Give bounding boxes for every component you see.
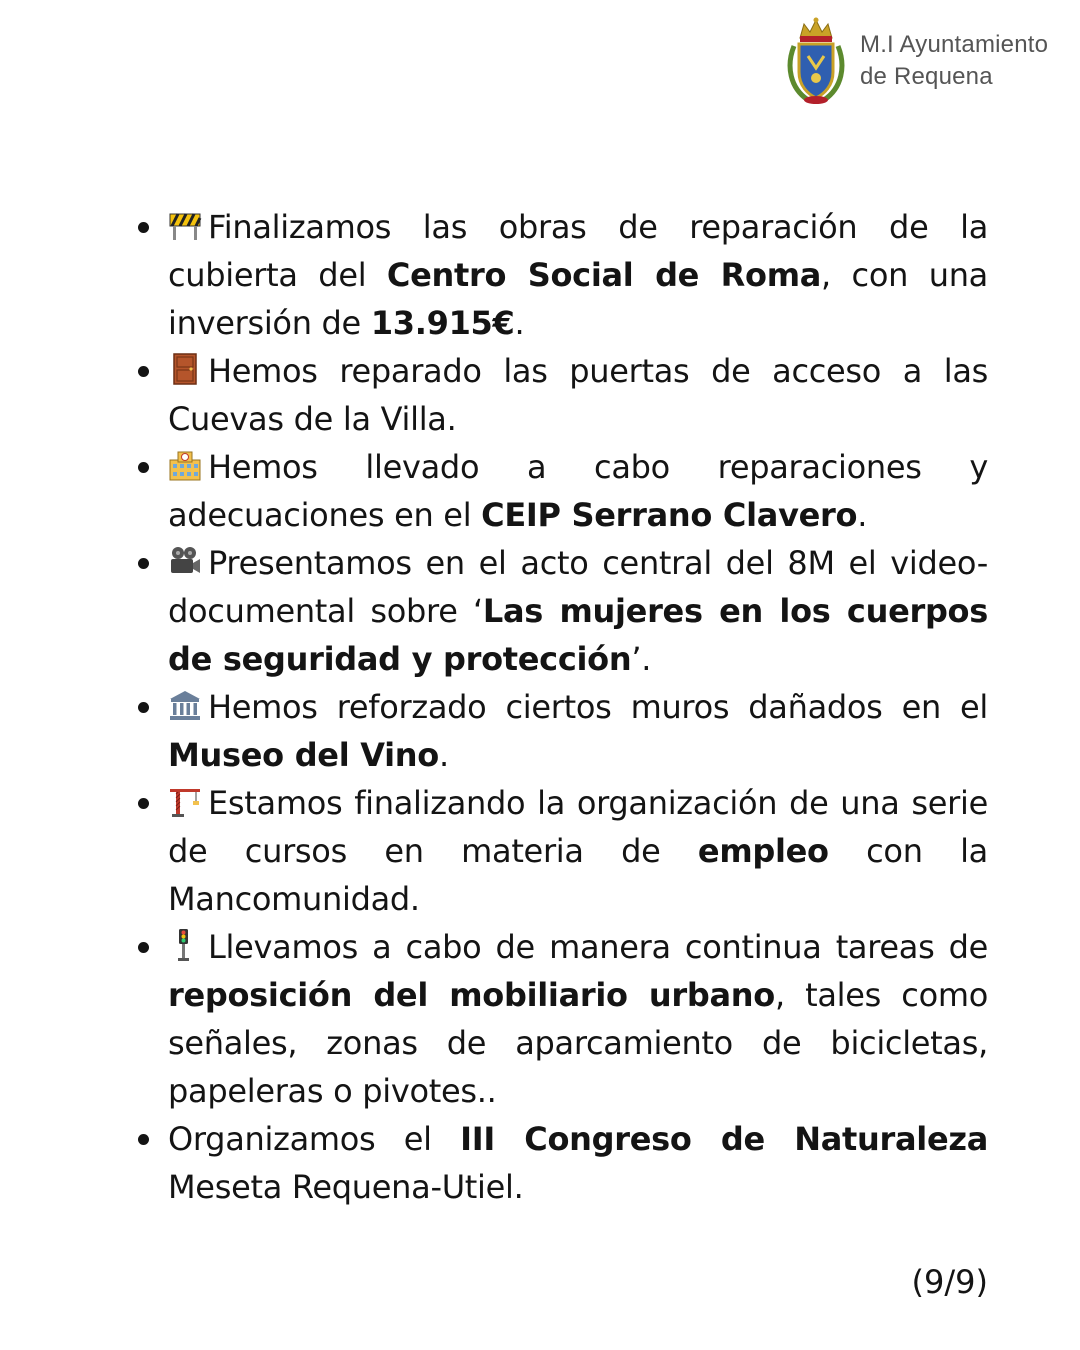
traffic-light-icon [168,928,202,962]
bullet-point [138,798,149,809]
item-highlight: Las mujeres en los cuerpos de seguridad y protección [168,592,988,678]
item-text: ’. [631,640,652,678]
school-building-icon [168,448,202,482]
crane-icon [168,784,202,818]
page-number: (9/9) [911,1263,988,1301]
construction-barrier-icon [168,208,202,242]
door-icon [168,352,202,386]
item-text: Finalizamos las obras de reparación de la cubierta del [168,208,988,294]
item-text: Presentamos en el acto central del 8M el video-documental sobre ‘ [168,544,988,630]
item-text: Hemos reparado las puertas de acceso a las Cuevas de la Villa. [168,352,988,438]
list-item [130,539,988,683]
list-item [130,923,988,1115]
bullet-point [138,558,149,569]
organization-name-line1: M.I Ayuntamiento [860,31,1049,58]
item-text: con la Mancomunidad. [168,832,988,918]
list-item [130,347,988,443]
classical-building-icon [168,688,202,722]
list-item [130,443,988,539]
item-text: Estamos finalizando la organización de una serie de cursos en materia de [168,784,988,870]
list-item [130,683,988,779]
item-highlight: empleo [697,832,829,870]
header [786,16,1048,106]
item-text: Organizamos el [168,1120,461,1158]
item-text: . [514,304,525,342]
item-text: Hemos llevado a cabo reparaciones y adecuaciones en el [168,448,988,534]
movie-camera-icon [168,544,202,578]
organization-name [860,29,1048,93]
item-text: Llevamos a cabo de manera continua tareas de [208,928,988,966]
item-highlight: III Congreso de Naturaleza [460,1120,988,1158]
item-highlight: Centro Social de Roma [386,256,822,294]
coat-of-arms-icon [786,16,846,106]
item-highlight: 13.915€ [370,304,515,342]
bullet-point [138,462,149,473]
organization-name-line2: de Requena [860,63,993,90]
item-text: Meseta Requena-Utiel. [168,1168,524,1206]
item-highlight: reposición del mobiliario urbano [168,976,775,1014]
item-text: . [438,736,449,774]
item-text: Hemos reforzado ciertos muros dañados en el [208,688,988,726]
bullet-point [138,702,149,713]
item-text: , con una inversión de [168,256,988,342]
list-item [130,779,988,923]
item-highlight: Museo del Vino [168,736,439,774]
bullet-point [138,1134,149,1145]
news-list [130,203,988,1211]
list-item [130,203,988,347]
list-item [130,1115,988,1211]
item-highlight: CEIP Serrano Clavero [481,496,858,534]
bullet-point [138,366,149,377]
item-text: . [857,496,868,534]
item-text: , tales como señales, zonas de aparcamiento de bicicletas, papeleras o pivotes.. [168,976,988,1110]
bullet-point [138,222,149,233]
bullet-point [138,942,149,953]
